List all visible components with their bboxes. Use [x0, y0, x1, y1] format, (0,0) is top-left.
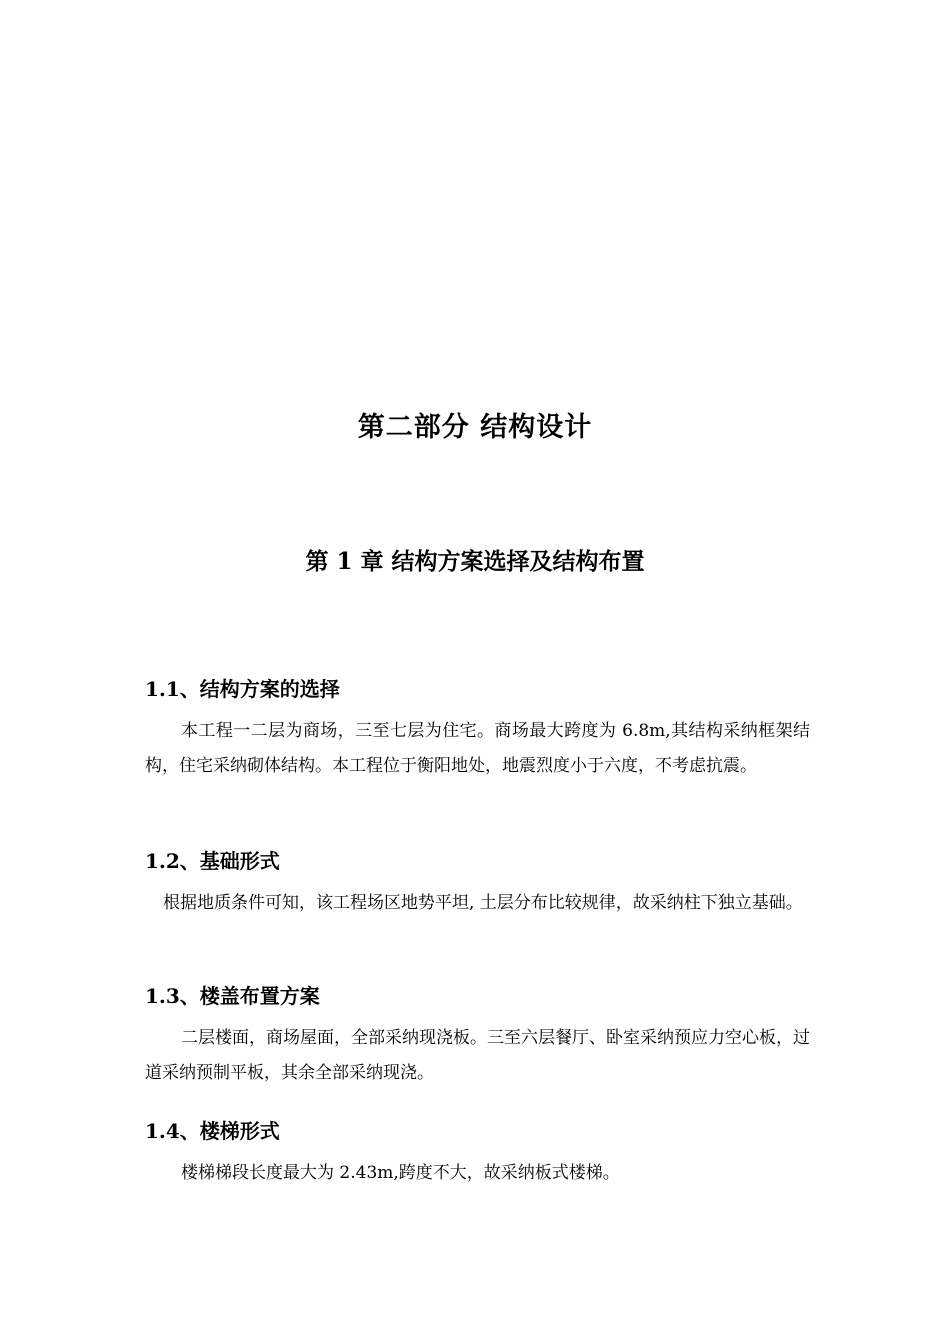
- section-paragraph: 本工程一二层为商场，三至七层为住宅。商场最大跨度为 6.8m,其结构采纳框架结构，住宅采纳砌体结构。本工程位于衡阳地处，地震烈度小于六度，不考虑抗震。: [145, 721, 810, 776]
- part-title: 第二部分 结构设计: [357, 412, 593, 443]
- chapter-title: 第 1 章 结构方案选择及结构布置: [305, 548, 645, 575]
- section-foundation: [145, 844, 810, 921]
- section-stair-form: [145, 1114, 810, 1191]
- section-paragraph: 二层楼面，商场屋面，全部采纳现浇板。三至六层餐厅、卧室采纳预应力空心板，过道采纳预制平板，其余全部采纳现浇。: [145, 1028, 810, 1083]
- section-structure-scheme: [145, 672, 810, 784]
- section-heading: 1.4、楼梯形式: [145, 1119, 280, 1143]
- section-floor-layout: [145, 979, 810, 1091]
- section-heading: 1.2、基础形式: [145, 849, 280, 873]
- section-paragraph: 根据地质条件可知，该工程场区地势平坦, 土层分布比较规律，故采纳柱下独立基础。: [163, 893, 803, 913]
- section-heading: 1.1、结构方案的选择: [145, 677, 340, 701]
- section-heading: 1.3、楼盖布置方案: [145, 984, 320, 1008]
- section-paragraph: 楼梯梯段长度最大为 2.43m,跨度不大，故采纳板式楼梯。: [181, 1163, 620, 1183]
